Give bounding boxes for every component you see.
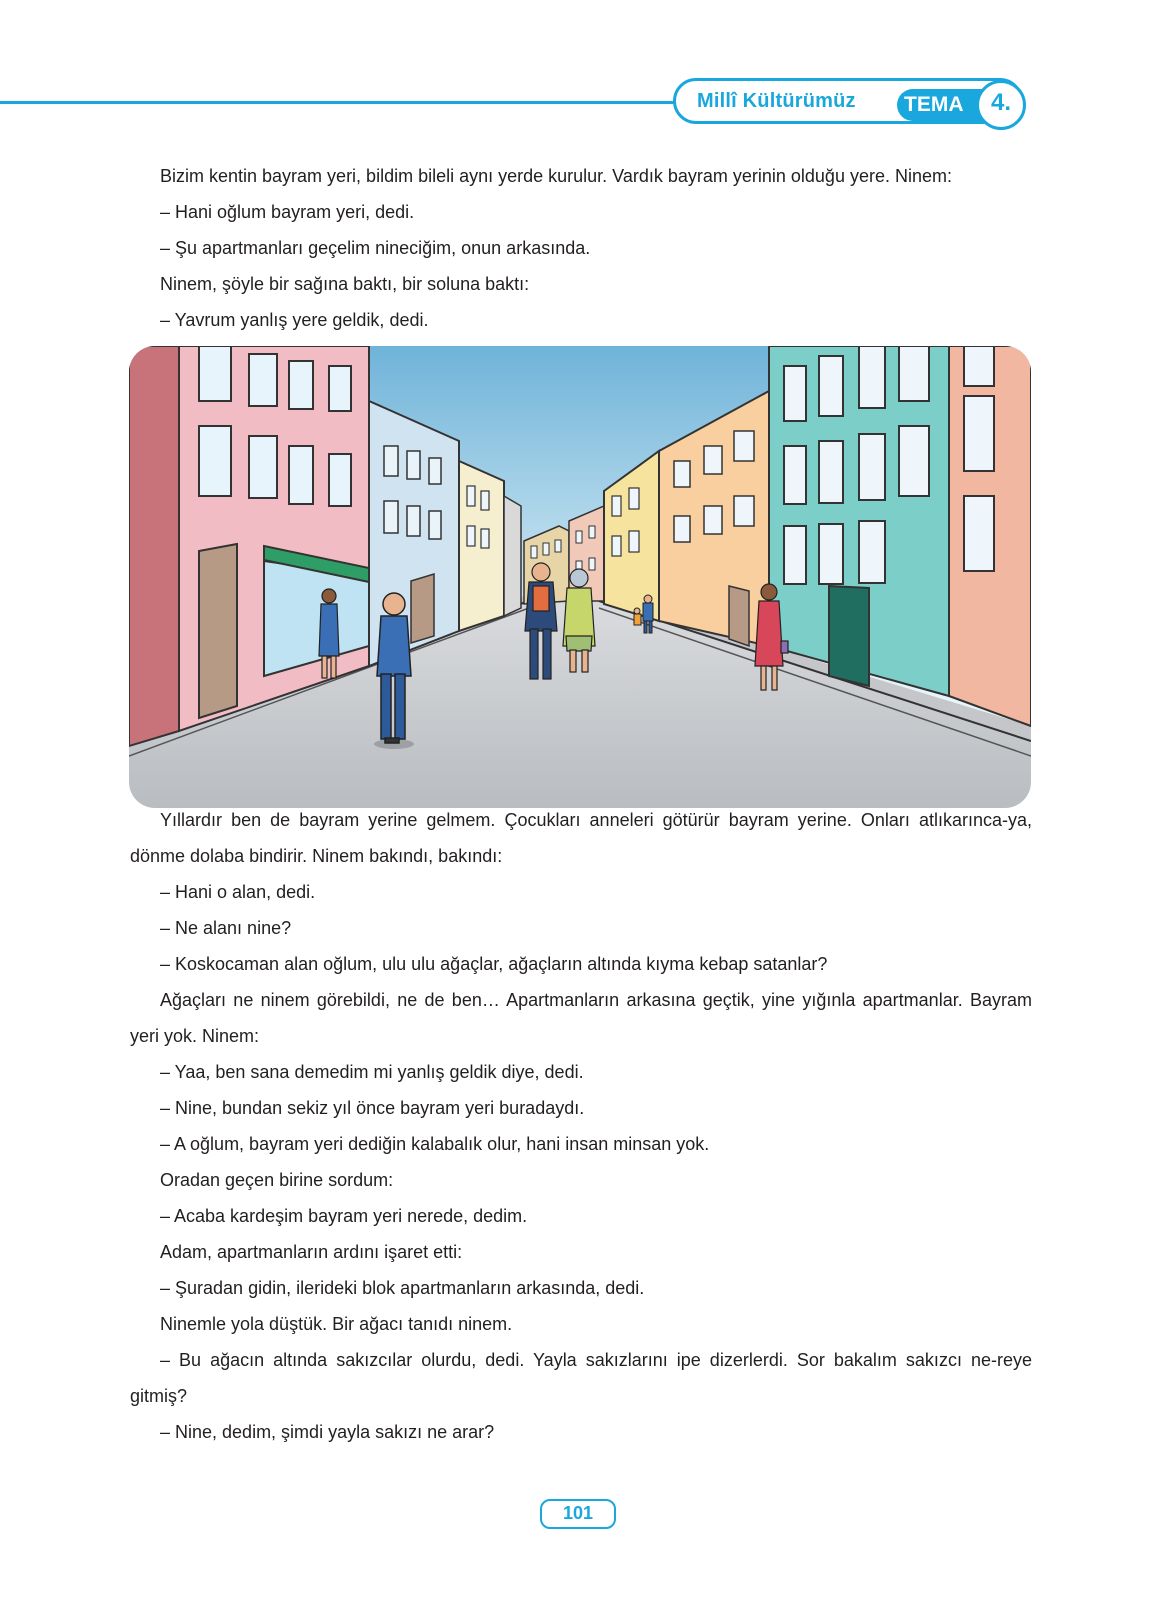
dialogue-line: – Şu apartmanları geçelim nineciğim, onun arkasında. <box>160 238 591 258</box>
header-rule <box>0 101 680 104</box>
dialogue-line: – Hani o alan, dedi. <box>160 882 316 902</box>
section-title: Millî Kültürümüz <box>697 90 856 112</box>
tema-label: TEMA <box>904 93 964 116</box>
page-number: 101 <box>562 1503 594 1523</box>
tema-number: 4. <box>990 89 1011 116</box>
paragraph: Yıllardır ben de bayram yerine gelmem. Çocukları anneleri götürür bayram yerine. Onları atlıkarınca-ya, dönme dolaba bindirir. Ninem bakındı, bakındı: <box>130 810 1032 866</box>
dialogue-line: – Ne alanı nine? <box>160 918 292 938</box>
dialogue-line: – Şuradan gidin, ilerideki blok apartmanların arkasında, dedi. <box>160 1278 645 1298</box>
dialogue-line: – Yavrum yanlış yere geldik, dedi. <box>160 310 429 330</box>
paragraph: Ninem, şöyle bir sağına baktı, bir soluna baktı: <box>160 274 530 294</box>
dialogue-line: – Nine, bundan sekiz yıl önce bayram yeri buradaydı. <box>160 1098 585 1118</box>
dialogue-line: – Koskocaman alan oğlum, ulu ulu ağaçlar, ağaçların altında kıyma kebap satanlar? <box>160 954 828 974</box>
paragraph: Ninemle yola düştük. Bir ağacı tanıdı ninem. <box>160 1314 513 1334</box>
dialogue-line: – Yaa, ben sana demedim mi yanlış geldik diye, dedi. <box>160 1062 584 1082</box>
dialogue-line: – Nine, dedim, şimdi yayla sakızı ne arar? <box>160 1422 495 1442</box>
dialogue-line: – Hani oğlum bayram yeri, dedi. <box>160 202 415 222</box>
paragraph: Oradan geçen birine sordum: <box>160 1170 394 1190</box>
street-scene-illustration <box>129 346 1031 808</box>
dialogue-line: – A oğlum, bayram yeri dediğin kalabalık olur, hani insan minsan yok. <box>160 1134 710 1154</box>
dialogue-line: – Bu ağacın altında sakızcılar olurdu, dedi. Yayla sakızlarını ipe dizerlerdi. Sor bakalım sakızcı ne-reye gitmiş? <box>130 1350 1032 1406</box>
paragraph: Ağaçları ne ninem görebildi, ne de ben… Apartmanların arkasına geçtik, yine yığınla apartmanlar. Bayram yeri yok. Ninem: <box>130 990 1032 1046</box>
paragraph: Bizim kentin bayram yeri, bildim bileli aynı yerde kurulur. Vardık bayram yerinin olduğu yere. Ninem: <box>160 166 952 186</box>
paragraph: Adam, apartmanların ardını işaret etti: <box>160 1242 463 1262</box>
dialogue-line: – Acaba kardeşim bayram yeri nerede, dedim. <box>160 1206 528 1226</box>
